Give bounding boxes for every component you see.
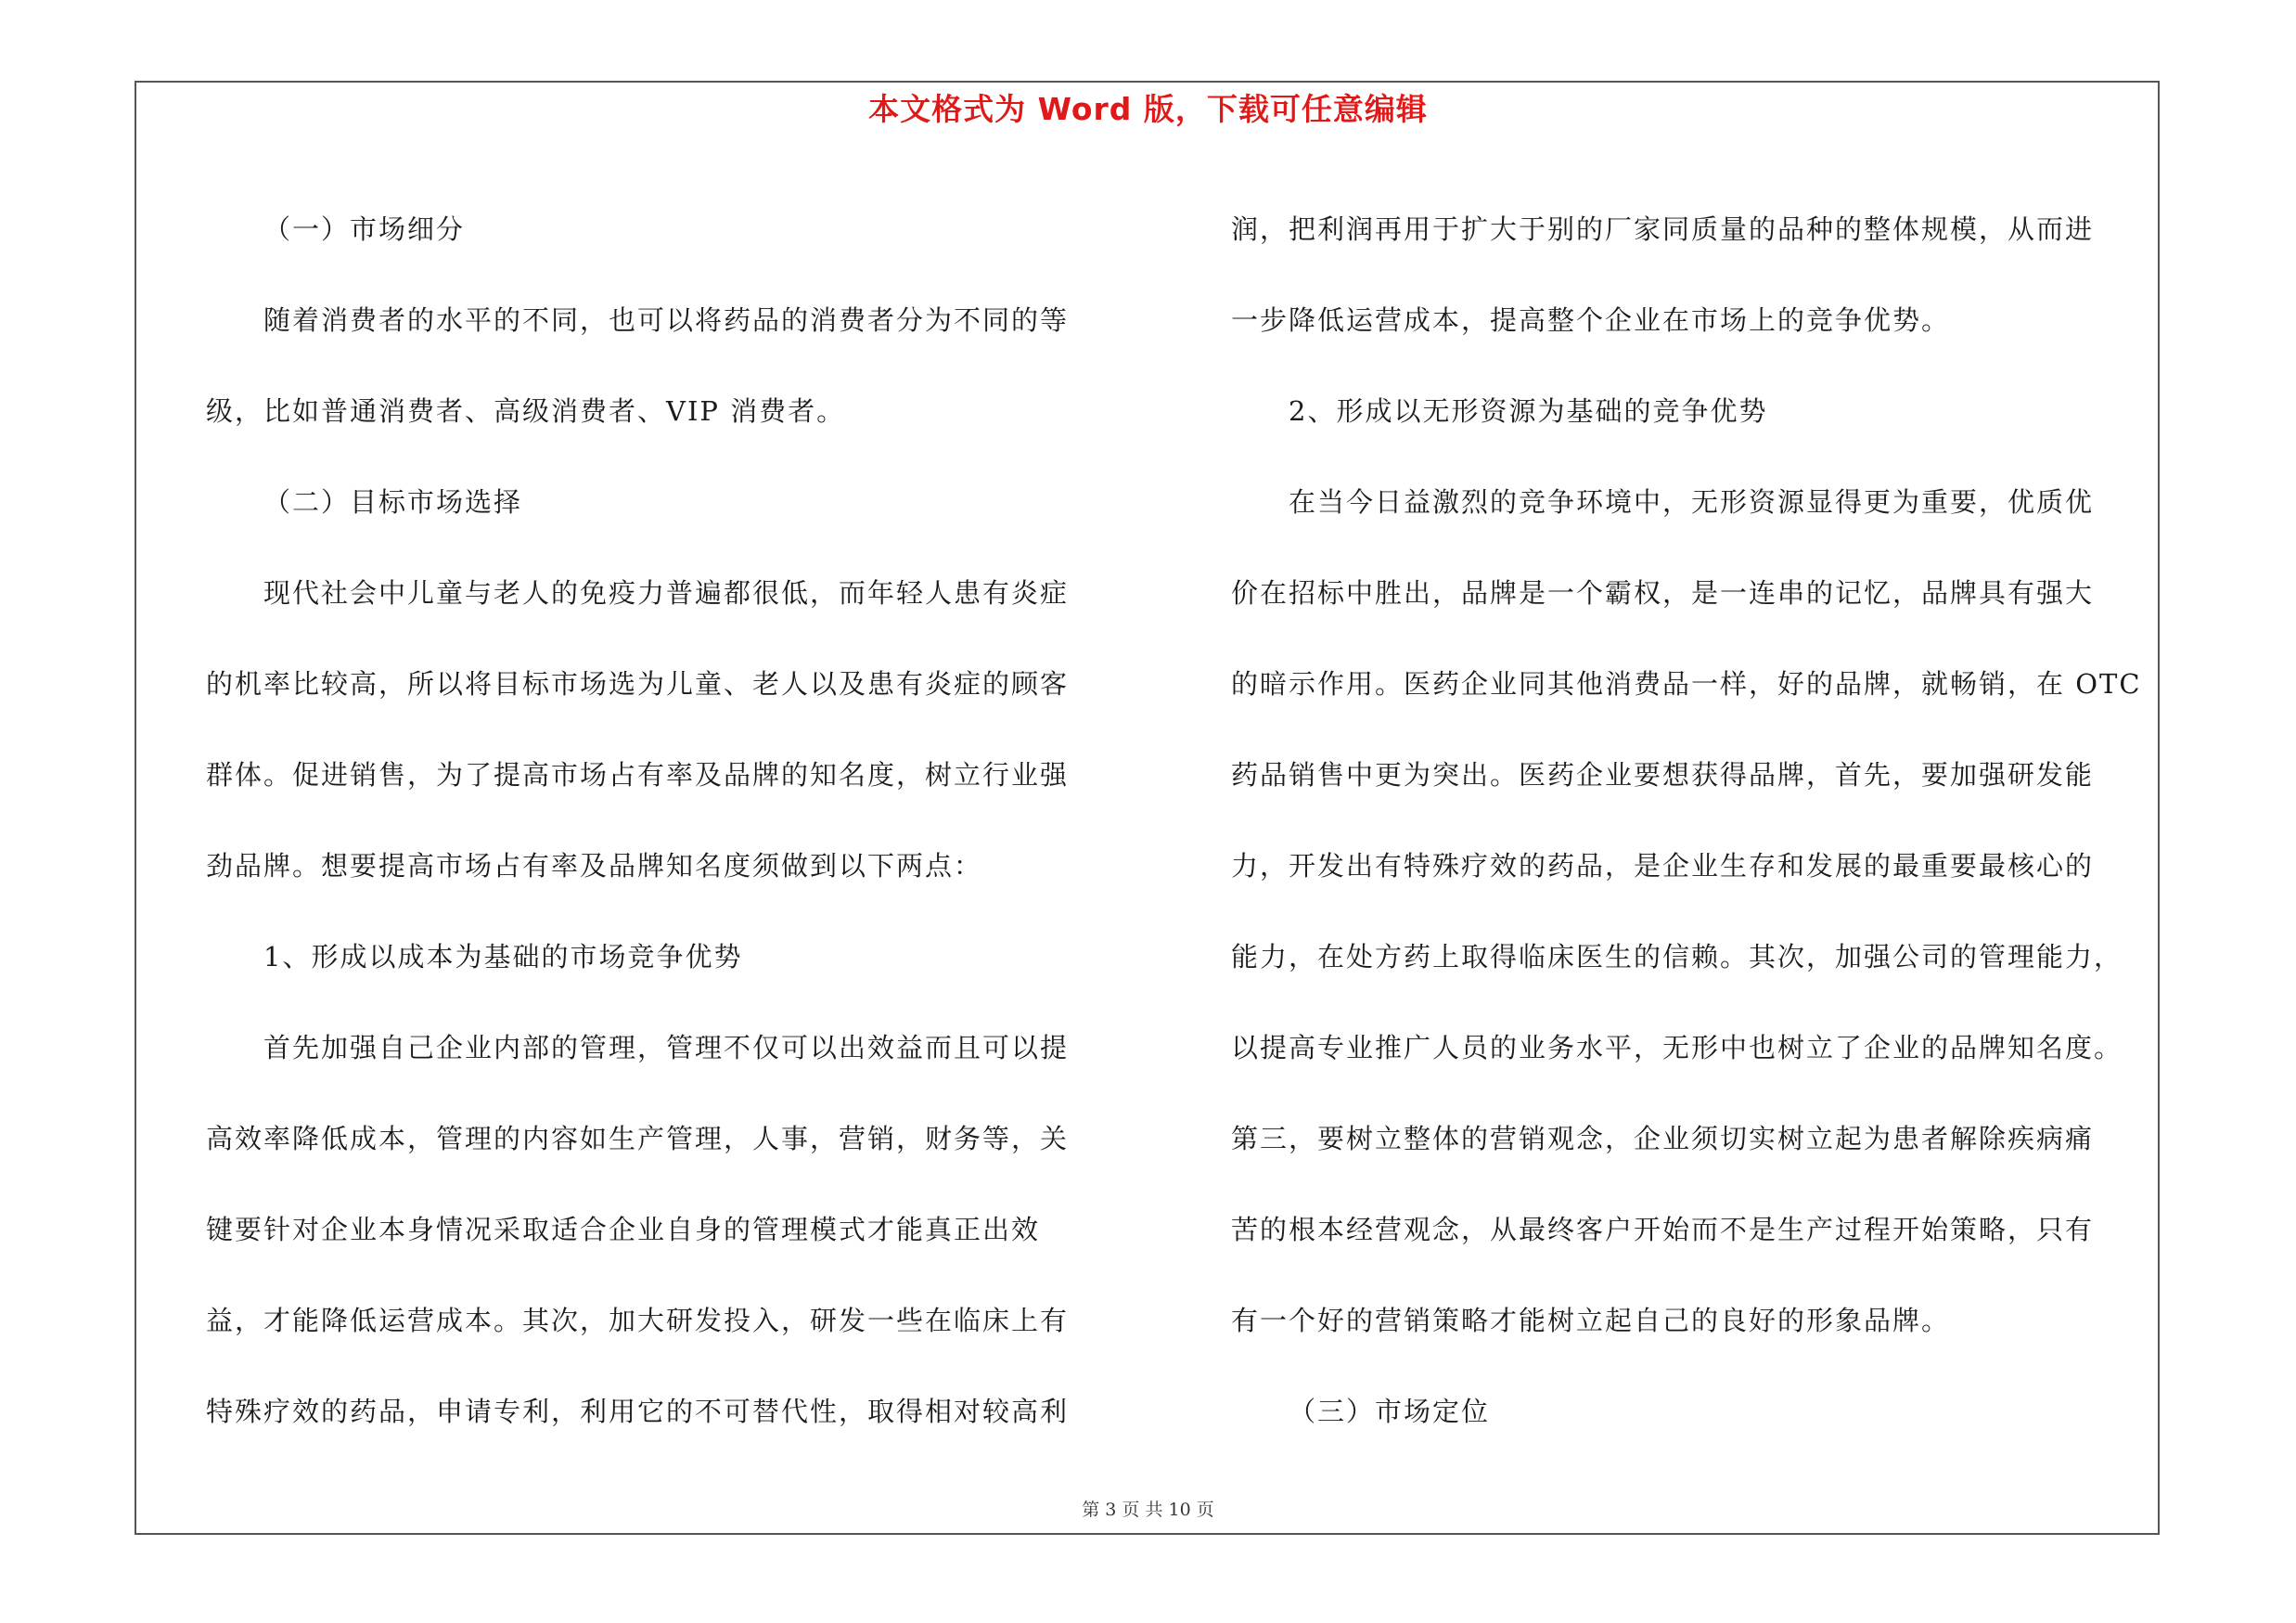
paragraph-line: 键要针对企业本身情况采取适合企业自身的管理模式才能真正出效 <box>206 1214 1041 1245</box>
paragraph-line: 的机率比较高，所以将目标市场选为儿童、老人以及患有炎症的顾客 <box>206 668 1070 700</box>
paragraph-line: 劲品牌。想要提高市场占有率及品牌知名度须做到以下两点： <box>206 850 983 882</box>
paragraph-line: 随着消费者的水平的不同，也可以将药品的消费者分为不同的等 <box>263 304 1070 336</box>
paragraph-line: 润，把利润再用于扩大于别的厂家同质量的品种的整体规模，从而进 <box>1231 213 2095 245</box>
paragraph-line: 第三，要树立整体的营销观念，企业须切实树立起为患者解除疾病痛 <box>1231 1123 2095 1154</box>
paragraph-line: 首先加强自己企业内部的管理，管理不仅可以出效益而且可以提 <box>263 1032 1070 1063</box>
paragraph-line: 的暗示作用。医药企业同其他消费品一样，好的品牌，就畅销，在 OTC <box>1231 668 2142 700</box>
paragraph-line: 群体。促进销售，为了提高市场占有率及品牌的知名度，树立行业强 <box>206 759 1070 791</box>
paragraph-line: 药品销售中更为突出。医药企业要想获得品牌，首先，要加强研发能 <box>1231 759 2095 791</box>
heading-intangible-advantage: 2、形成以无形资源为基础的竞争优势 <box>1289 395 1768 427</box>
paragraph-line: 益，才能降低运营成本。其次，加大研发投入，研发一些在临床上有 <box>206 1305 1070 1336</box>
paragraph-line: 以提高专业推广人员的业务水平，无形中也树立了企业的品牌知名度。 <box>1231 1032 2123 1063</box>
paragraph-line: 级，比如普通消费者、高级消费者、VIP 消费者。 <box>206 395 846 427</box>
heading-market-segmentation: （一）市场细分 <box>263 213 466 245</box>
paragraph-line: 一步降低运营成本，提高整个企业在市场上的竞争优势。 <box>1231 304 1951 336</box>
paragraph-line: 价在招标中胜出，品牌是一个霸权，是一连串的记忆，品牌具有强大 <box>1231 577 2095 609</box>
paragraph-line: 能力，在处方药上取得临床医生的信赖。其次，加强公司的管理能力， <box>1231 941 2123 973</box>
page-number: 第 3 页 共 10 页 <box>1082 1500 1214 1520</box>
heading-target-market: （二）目标市场选择 <box>263 486 523 518</box>
paragraph-line: 现代社会中儿童与老人的免疫力普遍都很低，而年轻人患有炎症 <box>263 577 1070 609</box>
paragraph-line: 有一个好的营销策略才能树立起自己的良好的形象品牌。 <box>1231 1305 1951 1336</box>
left-column <box>206 184 1124 1457</box>
paragraph-line: 特殊疗效的药品，申请专利，利用它的不可替代性，取得相对较高利 <box>206 1396 1070 1427</box>
paragraph-line: 苦的根本经营观念，从最终客户开始而不是生产过程开始策略，只有 <box>1231 1214 2095 1245</box>
right-column <box>1231 184 2149 1457</box>
document-banner: 本文格式为 Word 版，下载可任意编辑 <box>868 91 1428 127</box>
paragraph-line: 高效率降低成本，管理的内容如生产管理，人事，营销，财务等，关 <box>206 1123 1070 1154</box>
paragraph-line: 力，开发出有特殊疗效的药品，是企业生存和发展的最重要最核心的 <box>1231 850 2095 882</box>
paragraph-line: 在当今日益激烈的竞争环境中，无形资源显得更为重要，优质优 <box>1289 486 2095 518</box>
heading-cost-advantage: 1、形成以成本为基础的市场竞争优势 <box>263 941 743 973</box>
heading-market-positioning: （三）市场定位 <box>1289 1396 1491 1427</box>
